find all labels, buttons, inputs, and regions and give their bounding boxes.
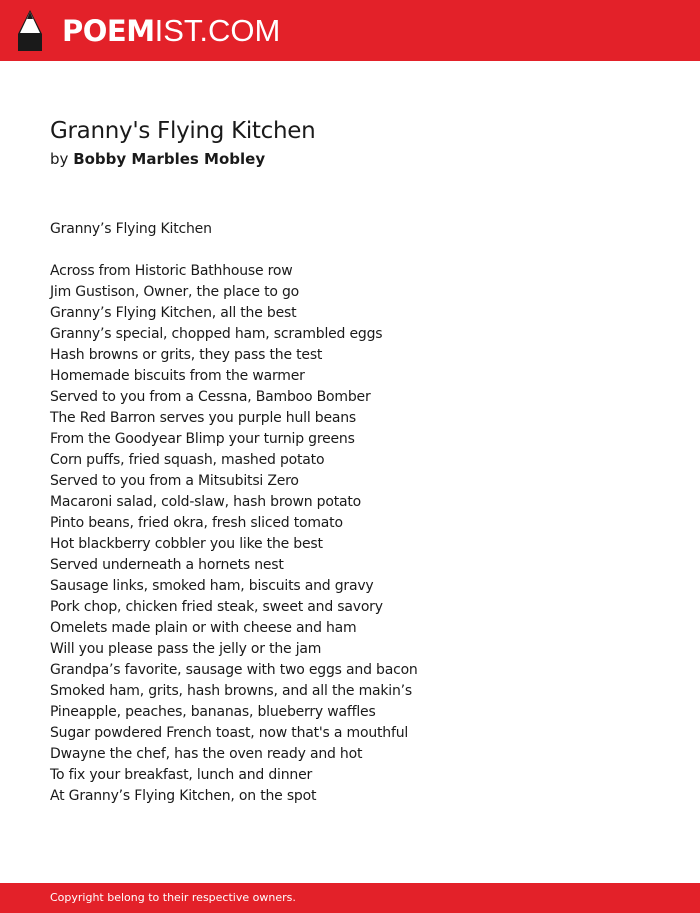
poem-line: Hash browns or grits, they pass the test [50,347,323,363]
poem-line: Across from Historic Bathhouse row [50,263,293,279]
poem-line: Served to you from a Cessna, Bamboo Bomber [50,389,371,405]
poem-line: Grandpa’s favorite, sausage with two eggs and bacon [50,662,418,678]
poem-line: To fix your breakfast, lunch and dinner [50,767,313,783]
logo-light-text: IST.COM [154,13,281,48]
poem-line: Will you please pass the jelly or the jam [50,641,322,657]
poem-line: Jim Gustison, Owner, the place to go [50,284,300,300]
poem-line: From the Goodyear Blimp your turnip greens [50,431,355,447]
poem-line: Pineapple, peaches, bananas, blueberry waffles [50,704,376,720]
site-footer [0,883,700,913]
byline [50,149,265,169]
logo-bold-text: POEM [62,14,155,48]
poem-heading: Granny’s Flying Kitchen [50,221,212,237]
poem-line: Pork chop, chicken fried steak, sweet and savory [50,599,383,615]
poem-line: Pinto beans, fried okra, fresh sliced tomato [50,515,343,531]
poem-title: Granny's Flying Kitchen [50,118,316,144]
poem-line: The Red Barron serves you purple hull beans [50,410,357,426]
copyright-text: Copyright belong to their respective owners. [50,891,296,904]
poem-line: Corn puffs, fried squash, mashed potato [50,452,325,468]
poem-line: Granny’s special, chopped ham, scrambled eggs [50,326,383,342]
poem-line: Served underneath a hornets nest [50,557,284,573]
poem-line: Smoked ham, grits, hash browns, and all the makin’s [50,683,412,699]
poem-line: Granny’s Flying Kitchen, all the best [50,305,297,321]
poem-line: Omelets made plain or with cheese and ham [50,620,357,636]
site-header [0,0,700,61]
site-logo[interactable] [62,11,280,51]
by-label: by [50,150,69,168]
poem-line: Sugar powdered French toast, now that's a mouthful [50,725,409,741]
pencil-icon [18,10,42,51]
poem-line: Sausage links, smoked ham, biscuits and gravy [50,578,374,594]
author-name[interactable]: Bobby Marbles Mobley [73,150,266,168]
poem-body [50,261,418,807]
poem-line: Macaroni salad, cold-slaw, hash brown potato [50,494,362,510]
poem-line: Homemade biscuits from the warmer [50,368,305,384]
poem-line: Dwayne the chef, has the oven ready and hot [50,746,363,762]
poem-line: Hot blackberry cobbler you like the best [50,536,323,552]
poem-line: Served to you from a Mitsubitsi Zero [50,473,299,489]
poem-line: At Granny’s Flying Kitchen, on the spot [50,788,317,804]
